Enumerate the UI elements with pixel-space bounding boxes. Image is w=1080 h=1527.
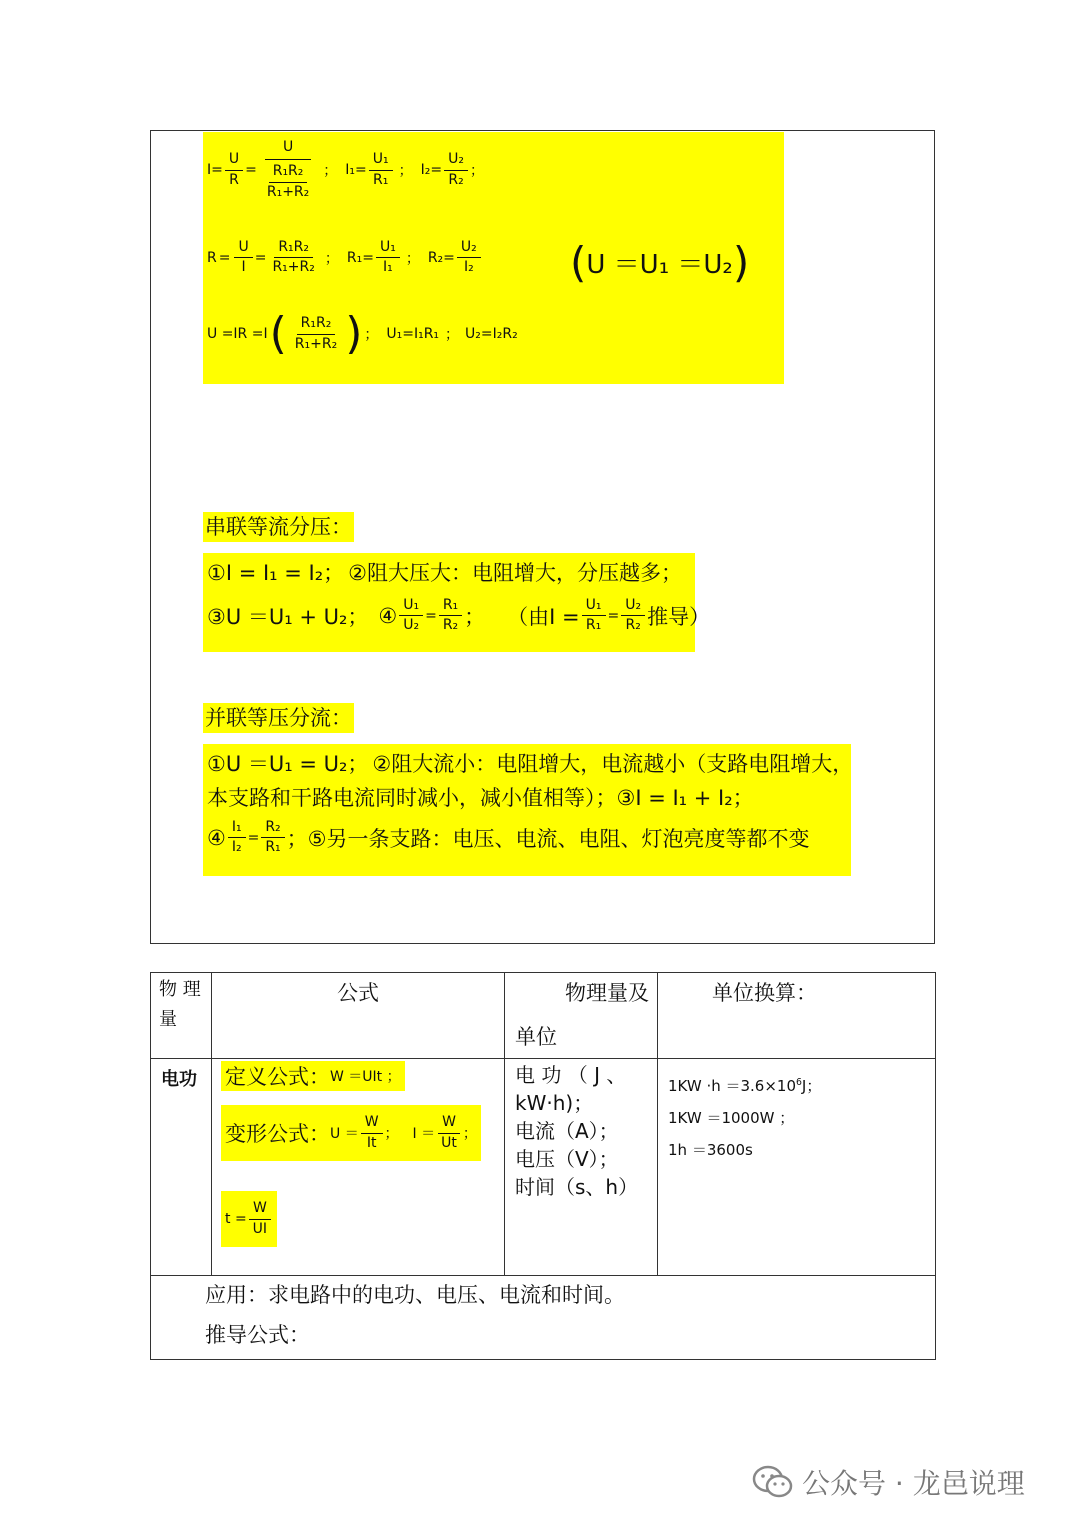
series-line-1: ①I = I₁ = I₂； ②阻大压大：电阻增大，分压越多； xyxy=(207,561,682,585)
voltage-equal-parallel: (U ＝U₁ ＝U₂) xyxy=(570,238,750,287)
watermark: 公众号 · 龙邑说理 xyxy=(752,1462,1025,1502)
series-heading: 串联等流分压： xyxy=(203,512,354,542)
table-header-row xyxy=(151,973,936,1059)
parallel-heading: 并联等压分流： xyxy=(203,703,354,733)
electric-work-table xyxy=(150,972,936,1360)
formula-cell: 定义公式： W ＝UIt ； 变形公式： U ＝ $\frac{W}{It}$ ； I ＝ $\frac{W}{Ut}$ ； t = $\frac{W}{UI}$ xyxy=(212,1059,505,1276)
series-line-2: ③U ＝U₁ + U₂； ④ $\frac{\text{U₁}}{\text{U₂}}$ = $\frac{\text{R₁}}{\text{R₂}}$ ； （由I = $\frac{\text{U₁}}{\text{R₁}}$ = $\frac{\text{U₂}}{\text{R₂}}$ 推导） xyxy=(207,597,711,634)
header-formula: 公式 xyxy=(212,973,505,1059)
header-units: 物理量及 单位 xyxy=(505,973,658,1059)
fraction-U-over-R: $\frac{U}{R}$ xyxy=(225,152,243,188)
formula-row-2: R = $\frac{U}{I}$ = $\frac{\text{R₁R₂}}{\text{R₁+R₂}}$ ； R₁ = $\frac{\text{U₁}}{\text{I₁}}$ ； R₂ = $\frac{\text{U₂}}{\text{I₂}}$ xyxy=(207,240,483,276)
formula-row-1: I = $\frac{U}{R}$ = $\frac{U}{\frac{\text{R₁R₂}}{\text{R₁+R₂}}}$ ； I₁ = $\frac{\text{U₁}}{\text{R₁}}$ ； I₂ = $\frac{\text{U₂}}{\text{R₂}}$ ； xyxy=(207,139,484,200)
quantity-name: 电功 xyxy=(151,1059,212,1276)
wechat-icon xyxy=(752,1464,794,1500)
header-conversion: 单位换算： xyxy=(658,973,936,1059)
table-footer-row xyxy=(151,1276,936,1360)
table-row xyxy=(151,1059,936,1276)
parallel-line-3: ④ $\frac{\text{I₁}}{\text{I₂}}$ = $\frac{\text{R₂}}{\text{R₁}}$ ；⑤另一条支路：电压、电流、电阻、灯泡亮度等都不变 xyxy=(207,819,810,856)
parallel-line-1: ①U ＝U₁ = U₂； ②阻大流小：电阻增大，电流越小（支路电阻增大， xyxy=(207,752,854,776)
parallel-line-2: 本支路和干路电流同时减小，减小值相等）；③I = I₁ + I₂； xyxy=(207,786,754,810)
application-cell: 应用：求电路中的电功、电压、电流和时间。 推导公式： xyxy=(151,1276,936,1360)
formula-row-3: U =IR =I ( $\frac{\text{R₁R₂}}{\text{R₁+R₂}}$ ) ； U₁=I₁R₁ ； U₂=I₂R₂ xyxy=(207,308,518,359)
conversion-cell: $1KW \cdot h =3.6\times 10^6J$； 1KW ＝1000W ； 1h ＝3600s xyxy=(658,1059,936,1276)
fraction-U-over-compound: $\frac{U}{\frac{\text{R₁R₂}}{\text{R₁+R₂}}}$ xyxy=(266,139,310,200)
units-cell: 电 功 （ J 、 kW·h)； 电流（A）； 电压（V）； 时间（s、h） xyxy=(505,1059,658,1276)
header-quantity: 物 理 量 xyxy=(151,973,212,1059)
